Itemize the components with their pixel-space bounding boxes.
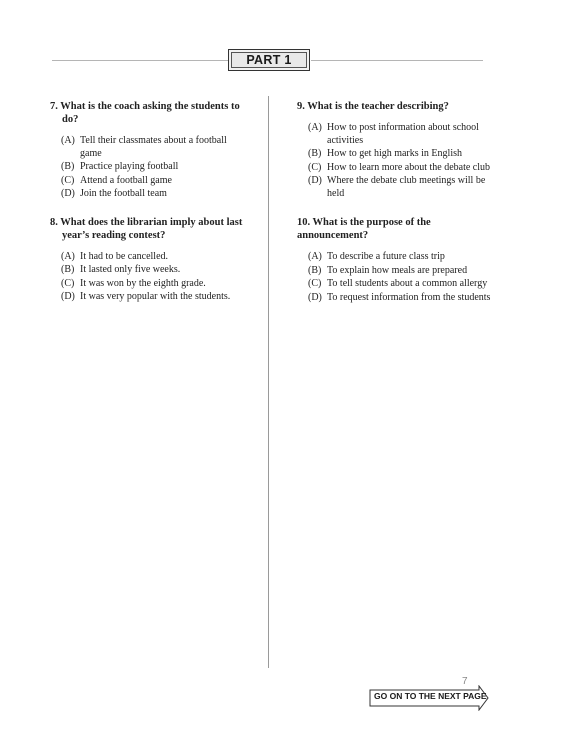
option-text: It was very popular with the students. bbox=[80, 291, 231, 302]
question-7 bbox=[50, 100, 250, 201]
question-stem: 8. What does the librarian imply about last year’s reading contest? bbox=[50, 216, 243, 241]
option-text: Where the debate club meetings will be held bbox=[327, 175, 486, 199]
option-letter: (A) bbox=[61, 135, 75, 146]
option-c bbox=[308, 278, 497, 291]
option-letter: (B) bbox=[61, 264, 75, 275]
option-c bbox=[61, 278, 250, 291]
option-letter: (A) bbox=[308, 122, 322, 133]
header-rule-right bbox=[311, 60, 483, 61]
option-d bbox=[61, 188, 250, 201]
option-text: Tell their classmates about a football game bbox=[80, 135, 227, 159]
next-page-button[interactable] bbox=[369, 685, 489, 711]
option-text: Attend a football game bbox=[80, 174, 172, 186]
option-text: Practice playing football bbox=[80, 161, 179, 172]
option-text: To explain how meals are prepared bbox=[327, 264, 468, 276]
option-text: How to post information about school activities bbox=[327, 122, 479, 146]
part-heading: PART 1 bbox=[231, 52, 307, 68]
option-letter: (D) bbox=[61, 291, 75, 302]
option-list bbox=[308, 251, 497, 304]
next-page-label: GO ON TO THE NEXT PAGE bbox=[374, 691, 487, 701]
option-c bbox=[61, 175, 250, 188]
page-number: 7 bbox=[462, 676, 468, 687]
option-letter: (A) bbox=[61, 250, 75, 262]
question-10 bbox=[297, 216, 497, 304]
option-a bbox=[61, 251, 250, 264]
header-rule-left bbox=[52, 60, 228, 61]
option-c bbox=[308, 162, 497, 175]
question-8 bbox=[50, 216, 250, 304]
option-letter: (C) bbox=[308, 161, 322, 173]
part-heading-box bbox=[228, 49, 310, 71]
option-text: To describe a future class trip bbox=[327, 251, 445, 262]
option-a bbox=[61, 135, 250, 160]
option-b bbox=[61, 161, 250, 174]
option-letter: (D) bbox=[308, 291, 322, 303]
question-stem: 9. What is the teacher describing? bbox=[297, 101, 449, 112]
left-column bbox=[50, 100, 250, 318]
option-letter: (B) bbox=[61, 161, 75, 172]
option-letter: (C) bbox=[61, 174, 75, 186]
option-text: It lasted only five weeks. bbox=[80, 264, 181, 275]
option-letter: (C) bbox=[61, 277, 75, 289]
option-b bbox=[308, 265, 497, 278]
option-letter: (B) bbox=[308, 264, 322, 276]
option-text: It had to be cancelled. bbox=[80, 250, 169, 262]
option-a bbox=[308, 122, 497, 147]
option-d bbox=[308, 292, 497, 305]
option-list bbox=[61, 135, 250, 201]
option-text: How to learn more about the debate club bbox=[327, 161, 490, 173]
question-stem: 10. What is the purpose of the announcement? bbox=[297, 217, 431, 241]
question-9 bbox=[297, 100, 497, 200]
option-d bbox=[61, 291, 250, 304]
option-letter: (D) bbox=[308, 175, 322, 186]
option-text: Join the football team bbox=[80, 188, 167, 199]
option-text: To tell students about a common allergy bbox=[327, 278, 488, 289]
option-d bbox=[308, 175, 497, 200]
option-letter: (D) bbox=[61, 188, 75, 199]
option-list bbox=[308, 122, 497, 200]
right-column bbox=[297, 100, 497, 318]
column-divider bbox=[268, 96, 269, 668]
option-a bbox=[308, 251, 497, 264]
option-text: To request information from the students bbox=[327, 291, 491, 303]
question-stem: 7. What is the coach asking the students to do? bbox=[50, 101, 240, 125]
option-b bbox=[61, 264, 250, 277]
option-letter: (A) bbox=[308, 251, 322, 262]
option-text: How to get high marks in English bbox=[327, 148, 462, 159]
option-list bbox=[61, 251, 250, 304]
option-b bbox=[308, 148, 497, 161]
option-text: It was won by the eighth grade. bbox=[80, 277, 206, 289]
option-letter: (C) bbox=[308, 278, 322, 289]
option-letter: (B) bbox=[308, 148, 322, 159]
